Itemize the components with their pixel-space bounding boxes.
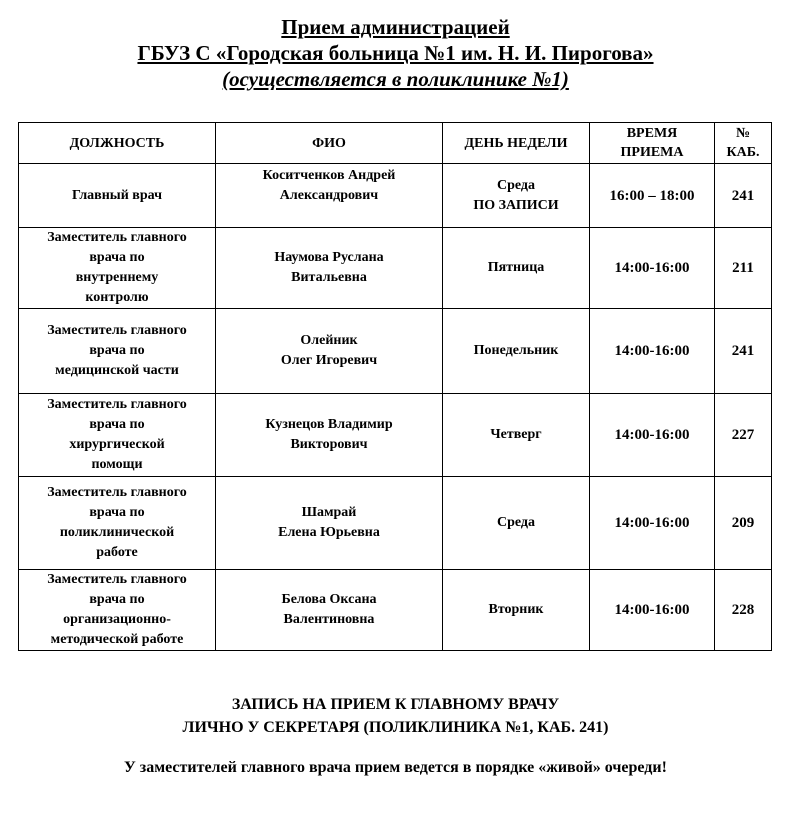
table-row: [19, 228, 772, 309]
cell-name: Наумова Руслана Витальевна: [216, 228, 443, 309]
table-row: [19, 394, 772, 477]
cell-room: 241: [715, 164, 772, 228]
document-header: [0, 14, 791, 92]
header-location-note: (осуществляется в поликлинике №1): [222, 67, 569, 91]
cell-position: Заместитель главного врача по медицинской части: [19, 309, 216, 394]
table-row: [19, 164, 772, 228]
table-row: [19, 570, 772, 651]
cell-name: Белова Оксана Валентиновна: [216, 570, 443, 651]
cell-position: Заместитель главного врача по поликлинической работе: [19, 477, 216, 570]
column-header-weekday: ДЕНЬ НЕДЕЛИ: [443, 123, 590, 164]
cell-room: 211: [715, 228, 772, 309]
cell-name: Олейник Олег Игоревич: [216, 309, 443, 394]
cell-position: Заместитель главного врача по организационно- методической работе: [19, 570, 216, 651]
cell-time: 14:00-16:00: [590, 394, 715, 477]
cell-weekday: Среда: [443, 477, 590, 570]
cell-position: Главный врач: [19, 164, 216, 228]
cell-position: Заместитель главного врача по хирургической помощи: [19, 394, 216, 477]
footer-appointment-line: ЗАПИСЬ НА ПРИЕМ К ГЛАВНОМУ ВРАЧУ: [231, 696, 560, 713]
schedule-table: [18, 122, 772, 651]
cell-room: 227: [715, 394, 772, 477]
cell-position: Заместитель главного врача по внутреннему контролю: [19, 228, 216, 309]
cell-weekday: Четверг: [443, 394, 590, 477]
cell-room: 228: [715, 570, 772, 651]
cell-room: 241: [715, 309, 772, 394]
table-row: [19, 477, 772, 570]
header-title: Прием администрацией: [281, 15, 510, 39]
cell-time: 14:00-16:00: [590, 570, 715, 651]
cell-time: 16:00 – 18:00: [590, 164, 715, 228]
column-header-room: № КАБ.: [715, 123, 772, 164]
cell-time: 14:00-16:00: [590, 228, 715, 309]
header-hospital-name: ГБУЗ С «Городская больница №1 им. Н. И. Пирогова»: [137, 41, 654, 65]
cell-room: 209: [715, 477, 772, 570]
footer-secretary-line: ЛИЧНО У СЕКРЕТАРЯ (ПОЛИКЛИНИКА №1, КАБ. 241): [182, 719, 609, 736]
footer-queue-note: У заместителей главного врача прием ведется в порядке «живой» очереди!: [124, 759, 667, 776]
cell-weekday: Пятница: [443, 228, 590, 309]
document-footer: [0, 693, 791, 779]
column-header-time: ВРЕМЯ ПРИЕМА: [590, 123, 715, 164]
cell-time: 14:00-16:00: [590, 477, 715, 570]
table-row: [19, 309, 772, 394]
cell-name: Коситченков Андрей Александрович: [216, 164, 443, 228]
cell-weekday: Понедельник: [443, 309, 590, 394]
cell-time: 14:00-16:00: [590, 309, 715, 394]
cell-name: Шамрай Елена Юрьевна: [216, 477, 443, 570]
cell-weekday: Среда ПО ЗАПИСИ: [443, 164, 590, 228]
column-header-name: ФИО: [216, 123, 443, 164]
cell-weekday: Вторник: [443, 570, 590, 651]
table-header-row: [19, 123, 772, 164]
column-header-position: ДОЛЖНОСТЬ: [19, 123, 216, 164]
cell-name: Кузнецов Владимир Викторович: [216, 394, 443, 477]
